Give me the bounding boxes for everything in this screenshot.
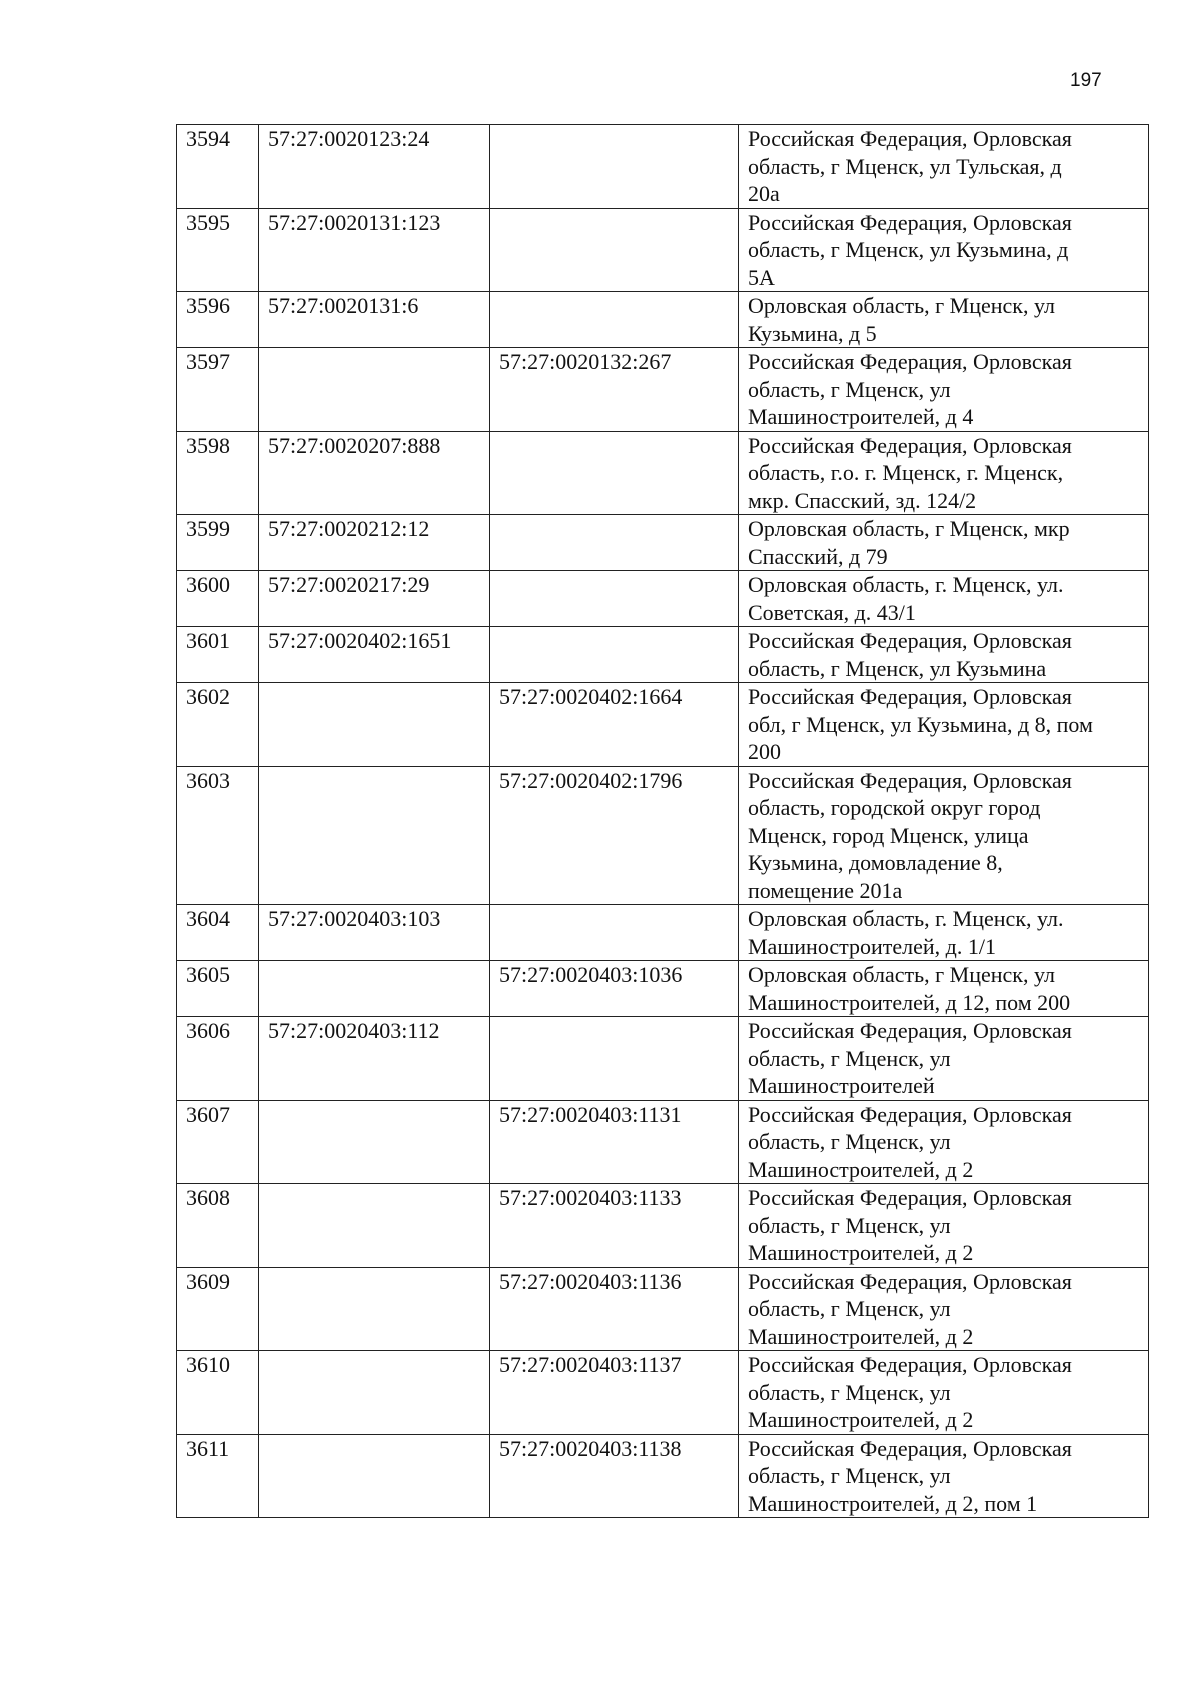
registry-table (176, 124, 1149, 1518)
address-line: 200 (748, 739, 781, 764)
address-line: область, г Мценск, ул (748, 1379, 951, 1405)
address-line: Орловская область, г Мценск, мкр (748, 516, 1070, 541)
record-number-cell: 3606 (177, 1017, 259, 1101)
address-line: Российская Федерация, Орловская (748, 684, 1072, 709)
address-line: мкр. Спасский, зд. 124/2 (748, 487, 977, 513)
object-cadastral-number-cell: 57:27:0020403:1137 (490, 1351, 739, 1435)
address-line: Российская Федерация, Орловская (748, 1185, 1072, 1210)
land-cadastral-number-cell: 57:27:0020131:123 (259, 208, 490, 292)
address-cell (739, 292, 1149, 348)
address-line: Машиностроителей, д 4 (748, 404, 974, 429)
object-cadastral-number-cell: 57:27:0020403:1131 (490, 1100, 739, 1184)
address-line: область, г.о. г. Мценск, г. Мценск, (748, 460, 1064, 485)
address-line: Российская Федерация, Орловская (748, 1268, 1072, 1294)
address-cell (739, 1017, 1149, 1101)
address-line: Российская Федерация, Орловская (748, 1352, 1072, 1377)
land-cadastral-number-cell: 57:27:0020207:888 (259, 431, 490, 515)
table-row (177, 1100, 1149, 1184)
address-cell (739, 1184, 1149, 1268)
land-cadastral-number-cell (259, 961, 490, 1017)
address-line: Машиностроителей (748, 1073, 935, 1098)
record-number-cell: 3594 (177, 125, 259, 209)
table-row (177, 292, 1149, 348)
record-number-cell: 3611 (177, 1434, 259, 1518)
address-line: Российская Федерация, Орловская (748, 349, 1072, 374)
address-cell (739, 1434, 1149, 1518)
address-cell (739, 905, 1149, 961)
object-cadastral-number-cell: 57:27:0020403:1036 (490, 961, 739, 1017)
address-line: Машиностроителей, д 2, пом 1 (748, 1490, 1038, 1516)
address-cell (739, 683, 1149, 767)
record-number-cell: 3605 (177, 961, 259, 1017)
object-cadastral-number-cell (490, 515, 739, 571)
land-cadastral-number-cell: 57:27:0020212:12 (259, 515, 490, 571)
table-row (177, 1434, 1149, 1518)
land-cadastral-number-cell: 57:27:0020123:24 (259, 125, 490, 209)
object-cadastral-number-cell (490, 125, 739, 209)
address-line: область, городской округ город (748, 795, 1041, 820)
address-line: Машиностроителей, д. 1/1 (748, 933, 996, 959)
address-cell (739, 961, 1149, 1017)
object-cadastral-number-cell: 57:27:0020403:1133 (490, 1184, 739, 1268)
land-cadastral-number-cell: 57:27:0020217:29 (259, 571, 490, 627)
record-number-cell: 3595 (177, 208, 259, 292)
record-number-cell: 3603 (177, 766, 259, 905)
record-number-cell: 3600 (177, 571, 259, 627)
address-cell (739, 515, 1149, 571)
object-cadastral-number-cell: 57:27:0020403:1138 (490, 1434, 739, 1518)
address-line: область, г Мценск, ул (748, 376, 951, 402)
land-cadastral-number-cell (259, 683, 490, 767)
address-line: область, г Мценск, ул (748, 1212, 951, 1238)
record-number-cell: 3609 (177, 1267, 259, 1351)
table-row (177, 905, 1149, 961)
address-line: Машиностроителей, д 2 (748, 1323, 974, 1349)
address-cell (739, 1100, 1149, 1184)
record-number-cell: 3607 (177, 1100, 259, 1184)
land-cadastral-number-cell (259, 766, 490, 905)
address-line: область, г Мценск, ул Кузьмина (748, 655, 1047, 681)
table-row (177, 208, 1149, 292)
land-cadastral-number-cell (259, 1100, 490, 1184)
address-line: Кузьмина, домовладение 8, (748, 850, 1003, 875)
address-line: Орловская область, г Мценск, ул (748, 293, 1056, 318)
object-cadastral-number-cell (490, 571, 739, 627)
record-number-cell: 3610 (177, 1351, 259, 1435)
address-line: Российская Федерация, Орловская (748, 628, 1072, 653)
address-line: обл, г Мценск, ул Кузьмина, д 8, пом (748, 711, 1093, 737)
address-line: Машиностроителей, д 2 (748, 1156, 974, 1182)
address-line: Российская Федерация, Орловская (748, 1101, 1072, 1127)
table-row (177, 348, 1149, 432)
record-number-cell: 3601 (177, 627, 259, 683)
table-row (177, 1351, 1149, 1435)
record-number-cell: 3604 (177, 905, 259, 961)
land-cadastral-number-cell (259, 1267, 490, 1351)
address-cell (739, 627, 1149, 683)
address-line: Машиностроителей, д 2 (748, 1407, 974, 1432)
table-row (177, 125, 1149, 209)
record-number-cell: 3598 (177, 431, 259, 515)
address-cell (739, 431, 1149, 515)
address-line: область, г Мценск, ул Кузьмина, д (748, 237, 1069, 262)
record-number-cell: 3608 (177, 1184, 259, 1268)
land-cadastral-number-cell (259, 1184, 490, 1268)
address-line: Орловская область, г Мценск, ул (748, 962, 1056, 987)
address-line: область, г Мценск, ул Тульская, д (748, 153, 1062, 179)
address-cell (739, 208, 1149, 292)
address-line: область, г Мценск, ул (748, 1296, 951, 1321)
address-line: Российская Федерация, Орловская (748, 767, 1072, 793)
record-number-cell: 3602 (177, 683, 259, 767)
object-cadastral-number-cell (490, 431, 739, 515)
table-row (177, 627, 1149, 683)
address-cell (739, 766, 1149, 905)
object-cadastral-number-cell: 57:27:0020402:1796 (490, 766, 739, 905)
table-row (177, 683, 1149, 767)
address-line: Орловская область, г. Мценск, ул. (748, 572, 1064, 597)
record-number-cell: 3599 (177, 515, 259, 571)
table-row (177, 1267, 1149, 1351)
address-cell (739, 1267, 1149, 1351)
object-cadastral-number-cell (490, 627, 739, 683)
object-cadastral-number-cell: 57:27:0020402:1664 (490, 683, 739, 767)
object-cadastral-number-cell (490, 292, 739, 348)
address-line: Российская Федерация, Орловская (748, 126, 1072, 151)
address-line: Российская Федерация, Орловская (748, 1435, 1072, 1461)
land-cadastral-number-cell: 57:27:0020402:1651 (259, 627, 490, 683)
object-cadastral-number-cell (490, 208, 739, 292)
table-row (177, 766, 1149, 905)
land-cadastral-number-cell (259, 1351, 490, 1435)
address-line: Советская, д. 43/1 (748, 599, 916, 625)
address-line: Кузьмина, д 5 (748, 320, 877, 346)
table-row (177, 515, 1149, 571)
address-line: 5А (748, 264, 775, 290)
address-line: Спасский, д 79 (748, 543, 888, 569)
table-row (177, 571, 1149, 627)
address-line: область, г Мценск, ул (748, 1129, 951, 1154)
address-line: область, г Мценск, ул (748, 1045, 951, 1071)
object-cadastral-number-cell (490, 1017, 739, 1101)
table-row (177, 961, 1149, 1017)
address-line: Машиностроителей, д 2 (748, 1240, 974, 1265)
address-line: Российская Федерация, Орловская (748, 209, 1072, 235)
registry-table-body (177, 125, 1149, 1518)
address-cell (739, 125, 1149, 209)
land-cadastral-number-cell (259, 1434, 490, 1518)
land-cadastral-number-cell (259, 348, 490, 432)
table-row (177, 1184, 1149, 1268)
land-cadastral-number-cell: 57:27:0020403:103 (259, 905, 490, 961)
address-line: Мценск, город Мценск, улица (748, 822, 1029, 848)
land-cadastral-number-cell: 57:27:0020131:6 (259, 292, 490, 348)
address-cell (739, 1351, 1149, 1435)
object-cadastral-number-cell: 57:27:0020132:267 (490, 348, 739, 432)
object-cadastral-number-cell: 57:27:0020403:1136 (490, 1267, 739, 1351)
record-number-cell: 3596 (177, 292, 259, 348)
record-number-cell: 3597 (177, 348, 259, 432)
table-row (177, 431, 1149, 515)
address-line: Орловская область, г. Мценск, ул. (748, 906, 1064, 931)
address-line: Российская Федерация, Орловская (748, 432, 1072, 458)
land-cadastral-number-cell: 57:27:0020403:112 (259, 1017, 490, 1101)
object-cadastral-number-cell (490, 905, 739, 961)
address-line: область, г Мценск, ул (748, 1463, 951, 1488)
address-line: Российская Федерация, Орловская (748, 1018, 1072, 1043)
address-line: Машиностроителей, д 12, пом 200 (748, 989, 1071, 1015)
address-line: помещение 201а (748, 877, 903, 903)
address-cell (739, 571, 1149, 627)
address-line: 20а (748, 181, 780, 206)
page-number: 197 (1070, 70, 1102, 91)
table-row (177, 1017, 1149, 1101)
address-cell (739, 348, 1149, 432)
